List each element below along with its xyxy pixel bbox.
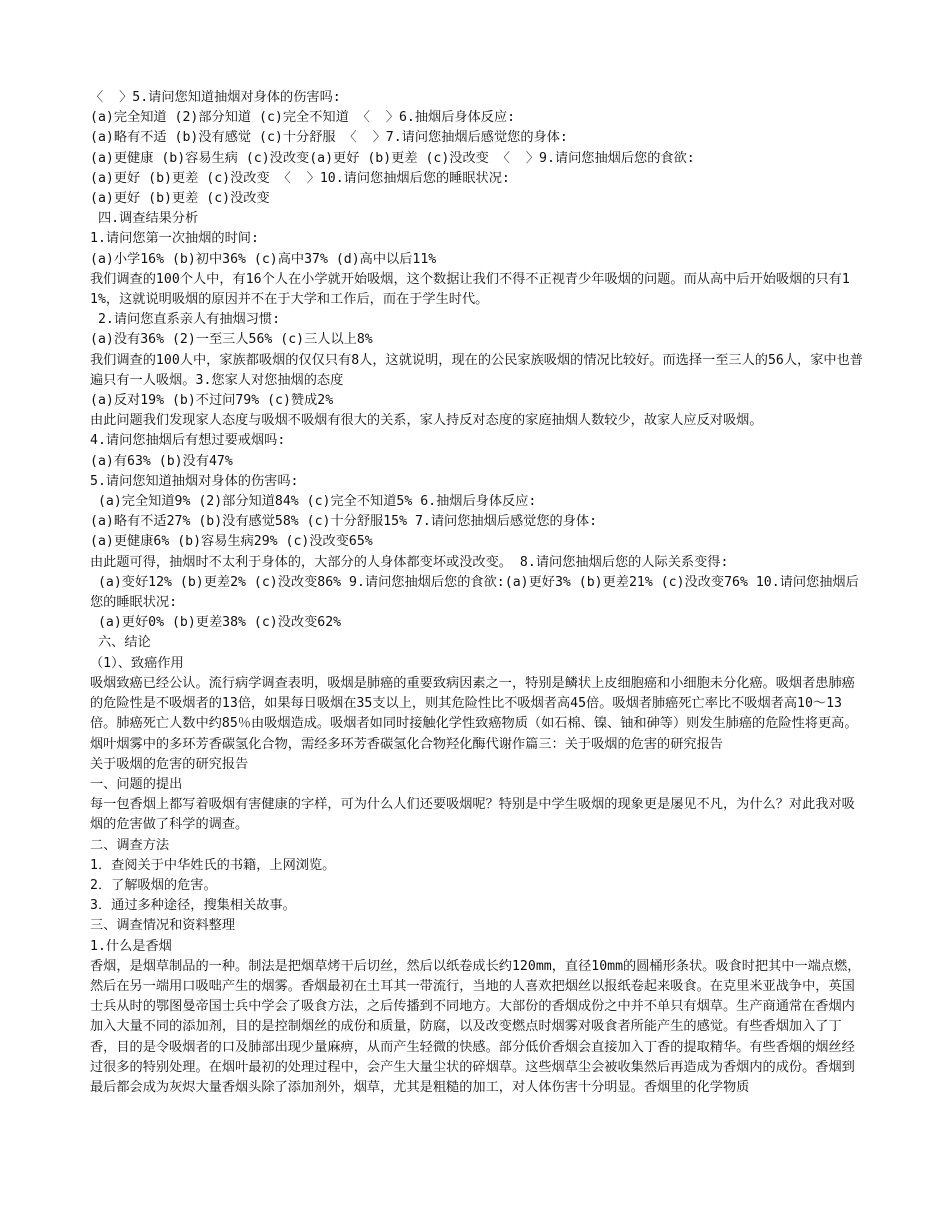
result-q4-values: (a)有63% (b)没有47% — [90, 453, 233, 469]
result-q3-values: (a)反对19% (b)不过问79% (c)赞成2% — [90, 393, 334, 409]
result-q1-analysis: 我们调查的100个人中，有16个人在小学就开始吸烟，这个数据让我们不得不正视青少年吸烟的问题。而从高中后开始吸烟的只有11%，这就说明吸烟的原因并不在于大学和工作后，而在于学生时代。 — [90, 271, 850, 308]
report-section-2: 二、调查方法 — [90, 837, 170, 853]
report-section-1: 一、问题的提出 — [90, 776, 183, 792]
subheading-what-is-cigarette: 1.什么是香烟 — [90, 938, 172, 954]
result-q3-analysis: 由此问题我们发现家人态度与吸烟不吸烟有很大的关系，家人持反对态度的家庭抽烟人数较少，故家人应反对吸烟。 — [90, 413, 763, 429]
result-q5: 5.请问您知道抽烟对身体的伤害吗: — [90, 473, 299, 489]
result-q10-values: (a)更好0% (b)更差38% (c)没改变62% — [90, 615, 342, 631]
result-q1-values: (a)小学16% (b)初中36% (c)高中37% (d)高中以后11% — [90, 251, 437, 267]
subheading-carcinogenic: （1）、致癌作用 — [90, 655, 184, 671]
method-item-1: 1．查阅关于中华姓氏的书籍，上网浏览。 — [90, 857, 336, 873]
section-heading-analysis: 四.调查结果分析 — [90, 211, 199, 227]
survey-q6-options: (a)略有不适 (b)没有感觉 (c)十分舒服 〈 〉7.请问您抽烟后感觉您的身体: — [90, 130, 568, 146]
result-q4: 4.请问您抽烟后有想过要戒烟吗: — [90, 433, 286, 449]
result-q2-analysis: 我们调查的100人中，家族都吸烟的仅仅只有8人，这就说明，现在的公民家族吸烟的情况比较好。而选择一至三人的56人，家中也普遍只有一人吸烟。3.您家人对您抽烟的态度 — [90, 352, 863, 388]
result-q2: 2.请问您直系亲人有抽烟习惯: — [90, 312, 281, 328]
section-heading-conclusion: 六、结论 — [90, 635, 151, 651]
result-q1: 1.请问您第一次抽烟的时间: — [90, 231, 259, 247]
method-item-2: 2．了解吸烟的危害。 — [90, 877, 217, 893]
cigarette-paragraph: 香烟，是烟草制品的一种。制法是把烟草烤干后切丝，然后以纸卷成长约120mm，直径10mm的圆桶形条状。吸食时把其中一端点燃，然后在另一端用口吸咄产生的烟雾。香烟最初在土耳其一带流行，当地的人喜欢把烟丝以报纸卷起来吸食。在克里米亚战争中，英国士兵从时的鄂图曼帝国士兵中学会了吸食方法，之后传播到不同地方。大部份的香烟成份之中并不单只有烟草。生产商通常在香烟内加入大量不同的添加剂，目的是控制烟丝的成份和质量，防腐，以及改变燃点时烟雾对吸食者所能产生的感觉。有些香烟加入了丁香，目的是令吸烟者的口及肺部出现少量麻痹，从而产生轻微的快感。部分低价香烟会直接加入丁香的提取精华。有些香烟的烟丝经过很多的特别处理。在烟叶最初的处理过程中，会产生大量尘状的碎烟草。这些烟草尘会被收集然后再造成为香烟内的成份。香烟到最后都会成为灰烬大量香烟头除了添加剂外，烟草，尤其是粗糙的加工，对人体伤害十分明显。香烟里的化学物质 — [90, 958, 861, 1095]
method-item-3: 3．通过多种途径，搜集相关故事。 — [90, 898, 296, 914]
carcinogenic-paragraph: 吸烟致癌已经公认。流行病学调查表明，吸烟是肺癌的重要致病因素之一，特别是鳞状上皮细胞癌和小细胞未分化癌。吸烟者患肺癌的危险性是不吸烟者的13倍，如果每日吸烟在35支以上，则其危险性比不吸烟者高45倍。吸烟者肺癌死亡率比不吸烟者高10～13倍。肺癌死亡人数中约85％由吸烟造成。吸烟者如同时接触化学性致癌物质（如石棉、镍、铀和砷等）则发生肺癌的危险性将更高。烟叶烟雾中的多环芳香碳氢化合物，需经多环芳香碳氢化合物羟化酶代谢作篇三：关于吸烟的危害的研究报告 — [90, 675, 858, 752]
report-title: 关于吸烟的危害的研究报告 — [90, 756, 249, 772]
survey-q10-options: (a)更好 (b)更差 (c)没改变 — [90, 191, 270, 207]
result-q2-values: (a)没有36% (2)一至三人56% (c)三人以上8% — [90, 332, 373, 348]
survey-q9-options: (a)更好 (b)更差 (c)没改变 〈 〉10.请问您抽烟后您的睡眠状况: — [90, 170, 510, 186]
result-q7-values: (a)更健康6% (b)容易生病29% (c)没改变65% — [90, 534, 373, 550]
survey-q5: 〈 〉5.请问您知道抽烟对身体的伤害吗: — [90, 90, 341, 105]
document-body — [90, 88, 865, 1098]
survey-q7-q8-options: (a)更健康 (b)容易生病 (c)没改变(a)更好 (b)更差 (c)没改变 〈 〉9.请问您抽烟后您的食欲: — [90, 150, 695, 166]
report-section-3: 三、调查情况和资料整理 — [90, 918, 236, 934]
report-section-1-text: 每一包香烟上都写着吸烟有害健康的字样，可为什么人们还要吸烟呢？特别是中学生吸烟的现象更是屡见不凡，为什么？对此我对吸烟的危害做了科学的调查。 — [90, 797, 855, 833]
survey-q5-options: (a)完全知道 (2)部分知道 (c)完全不知道 〈 〉6.抽烟后身体反应: — [90, 110, 516, 126]
result-q7-analysis: 由此题可得，抽烟时不太利于身体的，大部分的人身体都变坏或没改变。 8.请问您抽烟后您的人际关系变得: — [90, 554, 729, 570]
result-q6-values: (a)略有不适27% (b)没有感觉58% (c)十分舒服15% 7.请问您抽烟后感觉您的身体: — [90, 514, 598, 530]
result-q5-values: (a)完全知道9% (2)部分知道84% (c)完全不知道5% 6.抽烟后身体反应: — [90, 494, 537, 510]
result-q8-q10-values: (a)变好12% (b)更差2% (c)没改变86% 9.请问您抽烟后您的食欲:(a)更好3% (b)更差21% (c)没改变76% 10.请问您抽烟后您的睡眠状况: — [90, 574, 859, 611]
